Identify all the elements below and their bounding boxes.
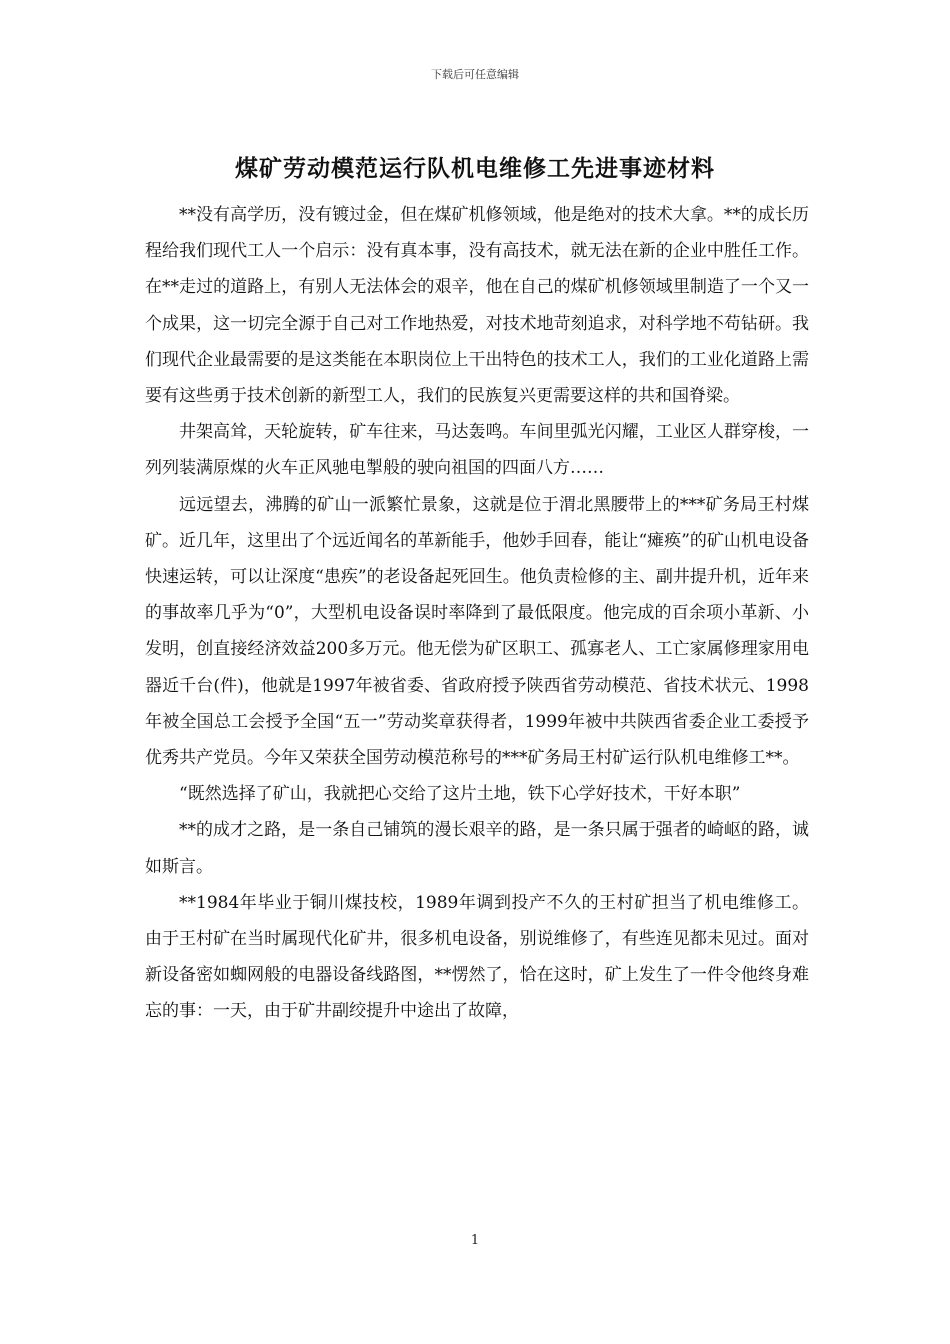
paragraph: 远远望去，沸腾的矿山一派繁忙景象，这就是位于渭北黑腰带上的***矿务局王村煤矿。近几年，这里出了个远近闻名的革新能手，他妙手回春，能让“瘫痪”的矿山机电设备快速运转，可以让深度“患疾”的老设备起死回生。他负责检修的主、副井提升机，近年来的事故率几乎为“0”，大型机电设备误时率降到了最低限度。他完成的百余项小革新、小发明，创直接经济效益200多万元。他无偿为矿区职工、孤寡老人、工亡家属修理家用电器近千台(件)，他就是1997年被省委、省政府授予陕西省劳动模范、省技术状元、1998年被全国总工会授予全国“五一”劳动奖章获得者，1999年被中共陕西省委企业工委授予优秀共产党员。今年又荣获全国劳动模范称号的***矿务局王村矿运行队机电维修工**。 [145,494,809,769]
paragraph: “既然选择了矿山，我就把心交给了这片土地，铁下心学好技术，干好本职” [179,784,741,805]
document-body [145,197,809,1030]
paragraph: 井架高耸，天轮旋转，矿车往来，马达轰鸣。车间里弧光闪耀，工业区人群穿梭，一列列装满原煤的火车正风驰电掣般的驶向祖国的四面八方…… [145,422,809,479]
paragraph: **没有高学历，没有镀过金，但在煤矿机修领域，他是绝对的技术大拿。**的成长历程给我们现代工人一个启示：没有真本事，没有高技术，就无法在新的企业中胜任工作。在**走过的道路上，有别人无法体会的艰辛，他在自己的煤矿机修领域里制造了一个又一个成果，这一切完全源于自己对工作地热爱，对技术地苛刻追求，对科学地不苟钻研。我们现代企业最需要的是这类能在本职岗位上干出特色的技术工人，我们的工业化道路上需要有这些勇于技术创新的新型工人，我们的民族复兴更需要这样的共和国脊梁。 [145,205,809,407]
header-note: 下载后可任意编辑 [431,68,519,81]
document-title: 煤矿劳动模范运行队机电维修工先进事迹材料 [235,155,715,182]
paragraph: **的成才之路，是一条自己铺筑的漫长艰辛的路，是一条只属于强者的崎岖的路，诚如斯言。 [145,820,809,877]
paragraph: **1984年毕业于铜川煤技校，1989年调到投产不久的王村矿担当了机电维修工。由于王村矿在当时属现代化矿井，很多机电设备，别说维修了，有些连见都未见过。面对新设备密如蜘网般的电器设备线路图，**愣然了，恰在这时，矿上发生了一件令他终身难忘的事：一天，由于矿井副绞提升中途出了故障， [145,892,809,1022]
page-number: 1 [470,1233,480,1248]
